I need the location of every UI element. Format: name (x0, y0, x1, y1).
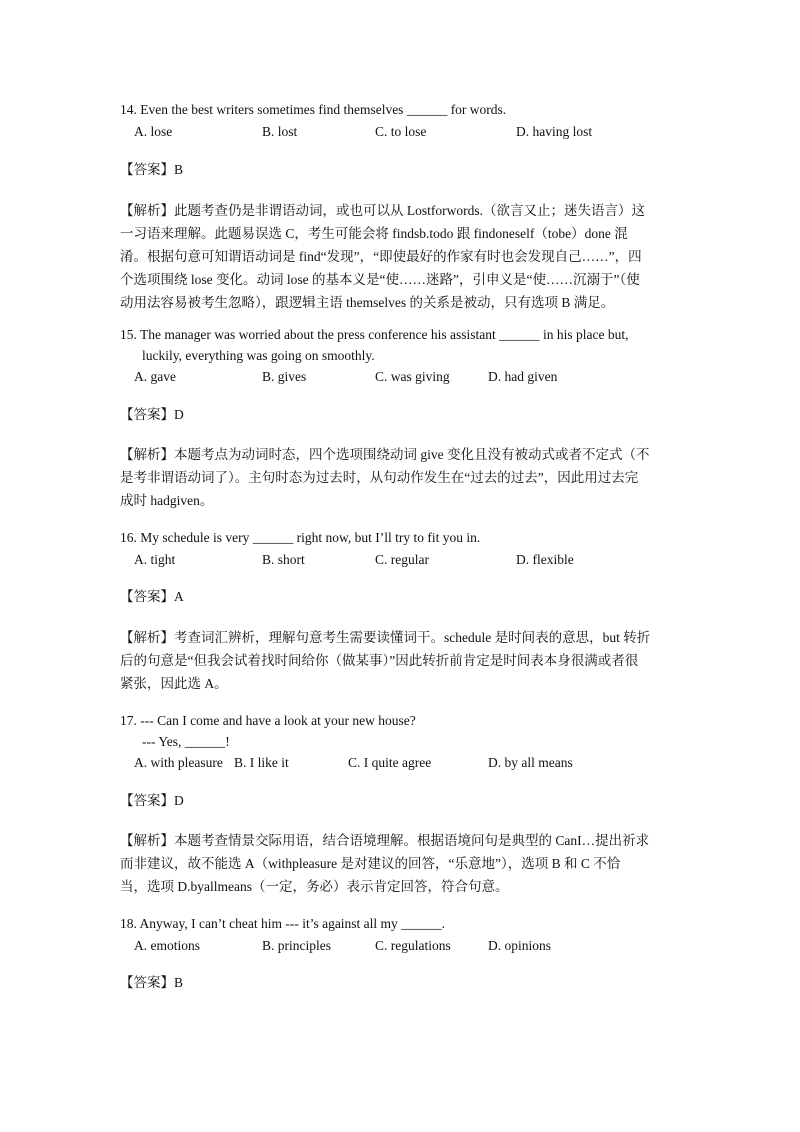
option-d: D. flexible (516, 552, 574, 567)
option-c: C. regulations (375, 938, 451, 953)
option-a: A. emotions (134, 938, 200, 953)
option-a: A. gave (134, 369, 176, 384)
explanation-line: 紧张，因此选 A。 (120, 676, 228, 691)
explanation (120, 199, 680, 314)
answer: 【答案】D (120, 407, 184, 422)
question-stem: 18. Anyway, I can’t cheat him --- it’s against all my ______. (120, 916, 446, 931)
explanation (120, 829, 680, 898)
explanation-line: 【解析】本题考查情景交际用语，结合语境理解。根据语境问句是典型的 CanI…提出祈求 (120, 833, 650, 848)
explanation-line: 动用法容易被考生忽略），跟逻辑主语 themselves 的关系是被动，只有选项 B 满足。 (120, 295, 615, 310)
option-b: B. lost (262, 124, 298, 139)
answer: 【答案】A (120, 589, 184, 604)
option-b: B. gives (262, 369, 307, 384)
option-a: A. with pleasure (134, 755, 223, 770)
explanation-line: 是考非谓语动词了）。主句时态为过去时，从句动作发生在“过去的过去”，因此用过去完 (120, 470, 639, 485)
option-d: D. had given (488, 369, 558, 384)
explanation-line: 【解析】此题考查仍是非谓语动词，或也可以从 Lostforwords.（欲言又止；迷失语言）这 (120, 203, 645, 218)
option-d: D. having lost (516, 124, 593, 139)
option-b: B. principles (262, 938, 331, 953)
option-a: A. lose (134, 124, 173, 139)
explanation-line: 淆。根据句意可知谓语动词是 find“发现”，“即使最好的作家有时也会发现自己……”，四 (120, 249, 642, 264)
option-c: C. was giving (375, 369, 450, 384)
question-stem-continued: --- Yes, ______! (142, 734, 230, 749)
explanation-line: 【解析】本题考点为动词时态，四个选项围绕动词 give 变化且没有被动式或者不定式（不 (120, 447, 650, 462)
option-c: C. regular (375, 552, 429, 567)
option-a: A. tight (134, 552, 176, 567)
explanation-line: 【解析】考查词汇辨析，理解句意考生需要读懂词干。schedule 是时间表的意思，but 转折 (120, 630, 651, 645)
answer: 【答案】D (120, 793, 184, 808)
explanation-line: 一习语来理解。此题易误选 C，考生可能会将 findsb.todo 跟 findoneself（tobe）done 混 (120, 226, 628, 241)
explanation-line: 个选项围绕 lose 变化。动词 lose 的基本义是“使……迷路”，引申义是“使……沉溺于”（使 (120, 272, 640, 287)
option-b: B. I like it (234, 755, 289, 770)
question-stem-continued: luckily, everything was going on smoothly. (142, 348, 375, 363)
question-stem: 16. My schedule is very ______ right now, but I’ll try to fit you in. (120, 530, 481, 545)
question-stem: 15. The manager was worried about the press conference his assistant ______ in his place but, (120, 327, 629, 342)
explanation (120, 626, 680, 695)
explanation-line: 而非建议，故不能选 A（withpleasure 是对建议的回答，“乐意地”），选项 B 和 C 不恰 (120, 856, 621, 871)
option-b: B. short (262, 552, 305, 567)
option-d: D. opinions (488, 938, 552, 953)
answer: 【答案】B (120, 162, 184, 177)
explanation (120, 443, 680, 512)
explanation-line: 成时 hadgiven。 (120, 493, 214, 508)
option-c: C. I quite agree (348, 755, 432, 770)
question-stem: 17. --- Can I come and have a look at your new house? (120, 713, 416, 728)
option-c: C. to lose (375, 124, 427, 139)
answer: 【答案】B (120, 975, 184, 990)
option-d: D. by all means (488, 755, 573, 770)
explanation-line: 后的句意是“但我会试着找时间给你（做某事）”因此转折前肯定是时间表本身很满或者很 (120, 653, 639, 668)
explanation-line: 当，选项 D.byallmeans（一定，务必）表示肯定回答，符合句意。 (120, 879, 509, 894)
question-stem: 14. Even the best writers sometimes find themselves ______ for words. (120, 102, 507, 117)
